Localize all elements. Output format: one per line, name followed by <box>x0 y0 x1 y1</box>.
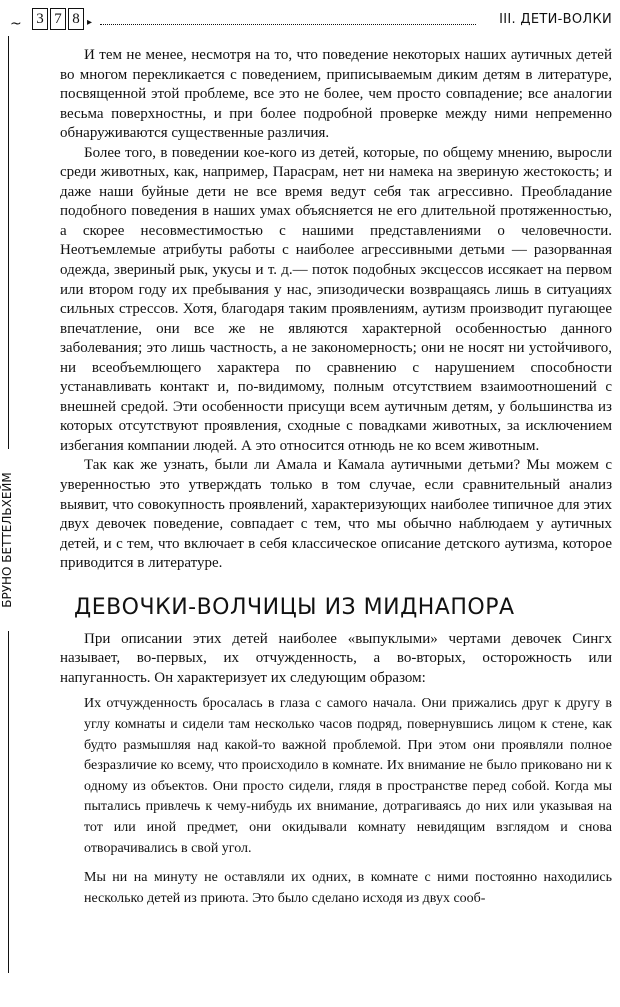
block-quote <box>84 694 612 909</box>
paragraph: Так как же узнать, были ли Амала и Камала аутичными детьми? Мы можем с уверенностью это утверждать только в том случае, если сравнительный анализ выявит, что совокупность проявлений, характеризующих наиболее типичное для этих двух девочек поведение, совпадает с тем, что мы обычно наблюдаем у аутичных детей, и с тем, что включает в себя классическое описание детского аутизма, которое приводится в литературе. <box>60 457 612 572</box>
page-header <box>10 4 612 34</box>
ornament-swirl-icon: ~ <box>10 16 22 32</box>
header-rule <box>100 24 476 25</box>
arrow-right-icon: ▸ <box>87 17 93 28</box>
quote-paragraph: Мы ни на минуту не оставляли их одних, в комнате с ними постоянно находились несколько детей из приюта. Это было сделано исходя из двух сооб- <box>84 870 612 906</box>
page-number-digit: 7 <box>50 8 66 30</box>
chapter-title: III. ДЕТИ-ВОЛКИ <box>499 12 612 27</box>
paragraph: Более того, в поведении кое-кого из детей, которые, по общему мнению, выросли среди животных, как, например, Парасрам, нет ни намека на звериную жестокость; и даже наши буйные дети не все время ведут себя так агрессивно. Преобладание подобного поведения в наших умах объясняется не его длительной протяженностью, а скорее несовместимостью с нашими представлениями о человечности. Неотъемлемые атрибуты работы с наиболее агрессивными детьми — разорванная одежда, звериный рык, укусы и т. д.— поток подобных эксцессов иссякает на первом или втором году их пребывания у нас, эпизодически возвращаясь лишь в ситуациях сильных стрессов. Хотя, благодаря таким проявлениям, аутизм производит пугающее впечатление, они все же не являются характерной особенностью данного заболевания; это лишь частность, а не закономерность; они не носят ни устойчивого, ни всеобъемлющего характера по сравнению с нарушением способности устанавливать контакт и, по-видимому, полным отсутствием взаимоотношений с внешней средой. Эти особенности присущи всем аутичным детям, у большинства из которых отсутствуют проявления, сходные с повадками животных, за исключением избегания компании людей. А это относится отнюдь не ко всем животным. <box>60 144 612 454</box>
page-number-digit: 8 <box>68 8 84 30</box>
section-intro: При описании этих детей наиболее «выпуклыми» чертами девочек Сингх называет, во-первых, их отчужденность, а во-вторых, осторожность или напуганность. Он характеризует их следующим образом: <box>60 630 612 686</box>
page-number-digit: 3 <box>32 8 48 30</box>
author-name: БРУНО БЕТТЕЛЬХЕЙМ <box>0 449 16 631</box>
quote-paragraph: Их отчужденность бросалась в глаза с самого начала. Они прижались друг к другу в углу комнаты и сидели там несколько часов подряд, повернувшись лицом к стене, как будто размышляя над какой-то важной проблемой. При этом они проявляли полное безразличие ко всему, что происходило в комнате. Их внимание не было приковано ни к одному из объектов. Они просто сидели, глядя в пространстве перед собой. Когда мы пытались привлечь к чему-нибудь их внимание, дотрагиваясь до них или указывая на тот или иной предмет, они окидывали комнату невидящим взглядом и снова отворачивались в свой угол. <box>84 696 612 856</box>
paragraph: И тем не менее, несмотря на то, что поведение некоторых наших аутичных детей во многом перекликается с поведением, приписываемым диким детям в литературе, посвященной этой проблеме, все это не более, чем просто совпадение; все аналогии весьма поверхностны, и при более подробной проверке между ними непременно обнаруживаются существенные различия. <box>60 47 612 142</box>
page-body <box>60 46 612 918</box>
section-heading: ДЕВОЧКИ-ВОЛЧИЦЫ ИЗ МИДНАПОРА <box>74 594 515 620</box>
